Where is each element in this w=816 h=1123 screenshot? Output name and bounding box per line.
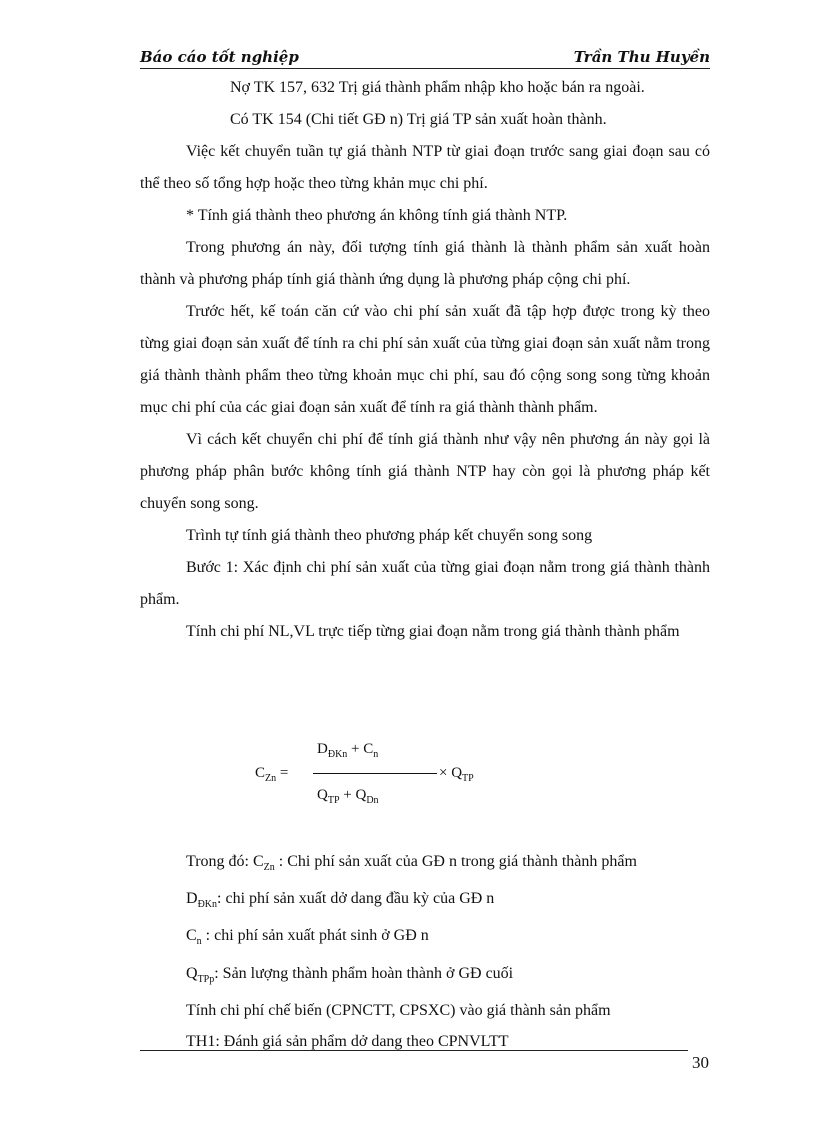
definition-czn: Trong đó: $C_{Zn}$ : Chi phí sản xuất của GĐ n trong giá thành thành phẩm [186,853,637,874]
definition-dkn: $D_{ĐKn}$: chi phí sản xuất dở dang đầu kỳ của GĐ n [186,890,495,911]
footer-rule [140,1050,688,1051]
processing-cost-line: Tính chi phí chế biến (CPNCTT, CPSXC) vào giá thành sản phẩm [186,1001,611,1019]
formula-lhs: $C_{Zn}$ = [255,765,289,784]
definition-qtp: $Q_{TPp}$: Sản lượng thành phẩm hoàn thành ở GĐ cuối [186,964,514,985]
cost-formula [255,735,515,815]
case-1-line: TH1: Đánh giá sản phẩm dở dang theo CPNVLTT [186,1032,509,1050]
page-header [140,46,710,69]
formula-denominator: $Q_{TP} + Q_{Dn}$ [317,787,379,806]
paragraph-parallel-transfer: Vì cách kết chuyển chi phí để tính giá thành như vậy nên phương án này gọi là phương pháp phân bước không tính giá thành NTP hay còn gọi là phương pháp kết chuyển song song. [140,431,710,512]
definition-cn: $C_n$ : chi phí sản xuất phát sinh ở GĐ n [186,927,429,948]
formula-numerator: $D_{ĐKn} + C_n$ [317,741,379,760]
fraction-bar [313,773,437,774]
body-text [140,72,710,648]
formula-definitions [186,846,716,1057]
paragraph-credit-entry: Có TK 154 (Chi tiết GĐ n) Trị giá TP sản xuất hoàn thành. [230,111,607,128]
header-author-name: Trần Thu Huyền [573,48,710,66]
paragraph-step-1: Bước 1: Xác định chi phí sản xuất của từng giai đoạn nằm trong giá thành thành phẩm. [140,559,710,608]
paragraph-material-cost: Tính chi phí NL,VL trực tiếp từng giai đoạn nằm trong giá thành thành phẩm [186,623,680,640]
page-number: 30 [692,1053,709,1072]
paragraph-procedure-title: Trình tự tính giá thành theo phương pháp kết chuyển song song [186,527,593,544]
paragraph-method-heading: * Tính giá thành theo phương án không tính giá thành NTP. [186,207,568,224]
formula-multiplier: × $Q_{TP}$ [439,765,474,784]
header-report-title: Báo cáo tốt nghiệp [140,48,299,66]
paragraph-accountant-steps: Trước hết, kế toán căn cứ vào chi phí sản xuất đã tập hợp được trong kỳ theo từng giai đoạn sản xuất để tính ra chi phí sản xuất của từng giai đoạn sản xuất nằm trong giá thành thành phẩm theo từng khoản mục chi phí, sau đó cộng song song từng khoản mục chi phí của các giai đoạn sản xuất để tính ra giá thành thành phẩm. [140,303,710,416]
paragraph-sequential-transfer: Việc kết chuyển tuần tự giá thành NTP từ giai đoạn trước sang giai đoạn sau có thể theo số tổng hợp hoặc theo từng khản mục chi phí. [140,143,710,192]
paragraph-debit-entry: Nợ TK 157, 632 Trị giá thành phẩm nhập kho hoặc bán ra ngoài. [230,79,645,96]
paragraph-method-object: Trong phương án này, đối tượng tính giá thành là thành phẩm sản xuất hoàn thành và phương pháp tính giá thành ứng dụng là phương pháp cộng chi phí. [140,239,710,288]
